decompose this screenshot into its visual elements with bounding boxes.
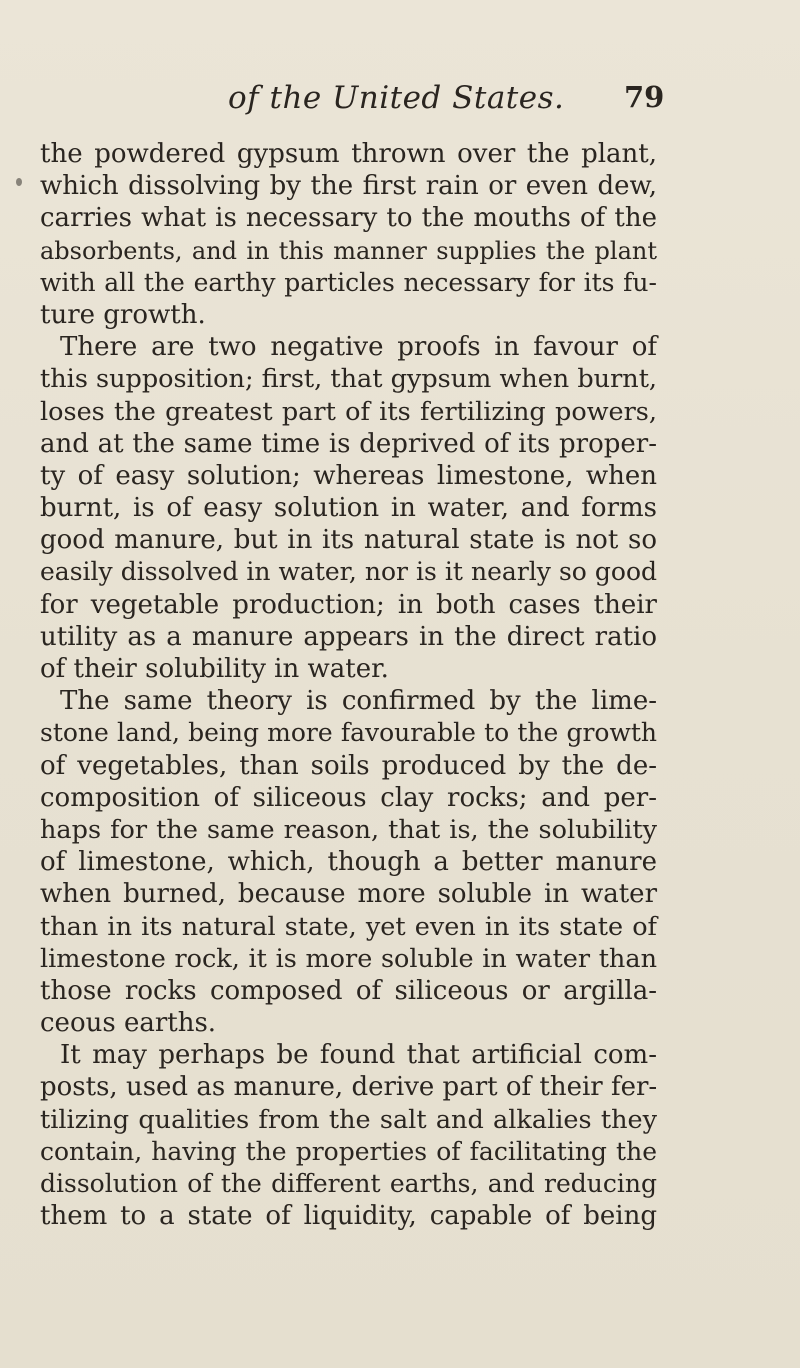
- text-line: dissolution of the different earths, and reducing: [40, 1169, 657, 1198]
- text-line: haps for the same reason, that is, the solubility: [40, 814, 657, 845]
- text-line: ture growth.: [40, 299, 206, 330]
- text-line: utility as a manure appears in the direct ratio: [40, 621, 657, 652]
- text-line: when burned, because more soluble in water: [40, 879, 657, 910]
- text-line: stone land, being more favourable to the growth: [40, 718, 657, 748]
- text-line: posts, used as manure, derive part of their fer-: [40, 1072, 658, 1103]
- running-title: of the United States.: [228, 80, 565, 116]
- text-line: burnt, is of easy solution in water, and forms: [40, 493, 657, 524]
- text-line: this supposition; first, that gypsum when burnt,: [40, 364, 658, 395]
- running-head: [0, 78, 800, 118]
- text-line: which dissolving by the first rain or even dew,: [40, 171, 657, 202]
- text-line: them to a state of liquidity, capable of being: [40, 1201, 657, 1232]
- text-line: the powdered gypsum thrown over the plant,: [40, 139, 657, 169]
- text-line: limestone rock, it is more soluble in water than: [40, 943, 657, 974]
- text-line: composition of siliceous clay rocks; and per-: [40, 782, 657, 813]
- text-line: There are two negative proofs in favour of: [60, 332, 657, 363]
- body-text: [40, 138, 657, 1232]
- text-line: for vegetable production; in both cases their: [40, 589, 657, 620]
- text-line: It may perhaps be found that artificial com-: [60, 1040, 657, 1071]
- text-line: ceous earths.: [40, 1008, 217, 1039]
- text-line: than in its natural state, yet even in its state of: [40, 911, 657, 942]
- text-line: and at the same time is deprived of its proper-: [40, 428, 657, 459]
- text-line: loses the greatest part of its fertilizing powers,: [40, 396, 657, 427]
- text-line: The same theory is confirmed by the lime-: [60, 686, 657, 717]
- text-line: carries what is necessary to the mouths of the: [40, 203, 657, 234]
- text-line: of vegetables, than soils produced by the de-: [40, 750, 657, 781]
- text-line: good manure, but in its natural state is not so: [40, 525, 657, 556]
- text-line: ty of easy solution; whereas limestone, when: [40, 460, 657, 491]
- text-line: of limestone, which, though a better manure: [40, 847, 657, 878]
- text-line: absorbents, and in this manner supplies the plant: [40, 236, 657, 265]
- page-number: 79: [624, 80, 665, 114]
- text-line: contain, having the properties of facilitating the: [40, 1136, 657, 1166]
- text-line: tilizing qualities from the salt and alkalies they: [40, 1104, 657, 1135]
- text-line: of their solubility in water.: [40, 654, 389, 684]
- ink-mark: [16, 178, 22, 186]
- text-line: with all the earthy particles necessary for its fu-: [40, 267, 657, 297]
- text-line: those rocks composed of siliceous or argilla-: [40, 975, 657, 1006]
- text-line: easily dissolved in water, nor is it nearly so good: [40, 557, 657, 587]
